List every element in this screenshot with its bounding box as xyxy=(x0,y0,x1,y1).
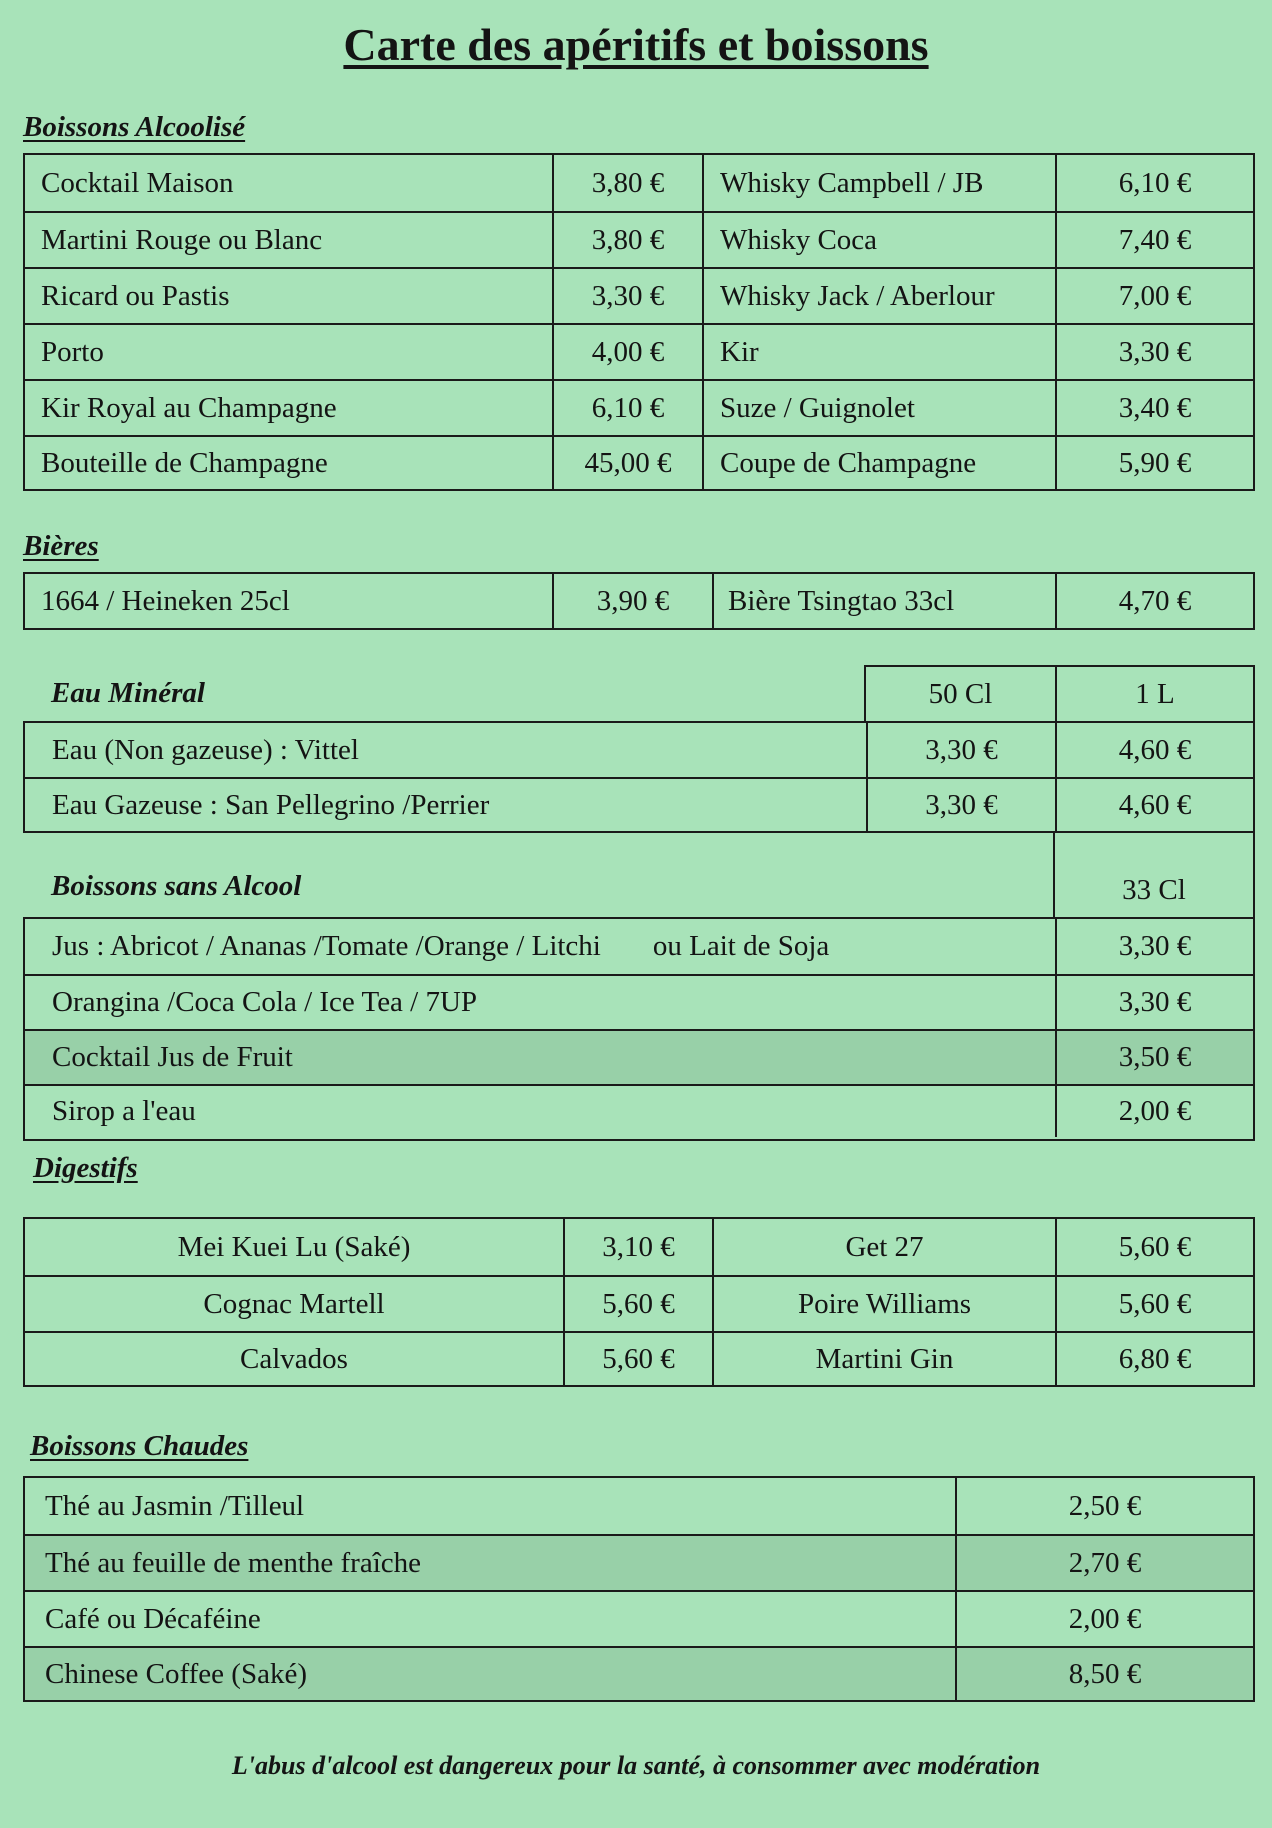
item-name: Mei Kuei Lu (Saké) xyxy=(177,1230,411,1263)
item-price: 3,90 € xyxy=(552,574,712,628)
item-price: 7,00 € xyxy=(1055,269,1253,323)
item-name: Cognac Martell xyxy=(203,1287,385,1320)
item-name: Bouteille de Champagne xyxy=(41,446,328,479)
item-name: Poire Williams xyxy=(712,1277,1055,1331)
item-name: Whisky Jack / Aberlour xyxy=(702,269,1055,323)
item-price: 4,00 € xyxy=(552,325,702,379)
item-name: Porto xyxy=(41,335,104,368)
item-price: 3,30 € xyxy=(866,779,1055,831)
item-name: Whisky Coca xyxy=(702,213,1055,267)
table-row xyxy=(25,1084,1253,1137)
table-alcool xyxy=(23,153,1255,491)
table-eau xyxy=(23,721,1255,833)
table-row xyxy=(25,1331,1253,1385)
item-name: Coupe de Champagne xyxy=(702,437,1055,489)
item-name: Bière Tsingtao 33cl xyxy=(712,574,1055,628)
item-name: Cocktail Maison xyxy=(41,166,234,199)
table-row xyxy=(25,155,1253,211)
item-name: Cocktail Jus de Fruit xyxy=(52,1041,293,1073)
table-chaudes xyxy=(23,1476,1255,1702)
item-name: Eau Gazeuse : San Pellegrino /Perrier xyxy=(52,788,490,821)
table-row xyxy=(25,1029,1253,1084)
jus-list: Jus : Abricot / Ananas /Tomate /Orange / Litchi xyxy=(52,930,601,962)
item-price: 3,40 € xyxy=(1055,381,1253,435)
item-name xyxy=(25,919,1055,974)
item-name: Sirop a l'eau xyxy=(52,1095,196,1127)
item-price: 4,60 € xyxy=(1055,779,1253,831)
item-price: 3,10 € xyxy=(563,1219,712,1275)
item-price: 45,00 € xyxy=(552,437,702,489)
item-price: 6,10 € xyxy=(1055,155,1253,211)
table-row xyxy=(25,1590,1253,1646)
item-name: Thé au Jasmin /Tilleul xyxy=(45,1489,305,1522)
page-title: Carte des apéritifs et boissons xyxy=(343,19,929,70)
item-name: Thé au feuille de menthe fraîche xyxy=(45,1546,421,1579)
table-row xyxy=(25,574,1253,628)
item-price: 5,60 € xyxy=(563,1333,712,1385)
section-heading-alcool: Boissons Alcoolisé xyxy=(23,111,246,143)
item-name: Suze / Guignolet xyxy=(702,381,1055,435)
item-name: Orangina /Coca Cola / Ice Tea / 7UP xyxy=(52,986,478,1018)
section-heading-chaudes: Boissons Chaudes xyxy=(30,1430,249,1462)
table-row xyxy=(25,723,1253,777)
item-name: Martini Gin xyxy=(712,1333,1055,1385)
section-heading-sans-alcool: Boissons sans Alcool xyxy=(51,870,302,902)
item-name: Ricard ou Pastis xyxy=(41,279,230,312)
item-name: Get 27 xyxy=(712,1219,1055,1275)
section-heading-digestifs: Digestifs xyxy=(33,1152,138,1184)
table-digestifs xyxy=(23,1217,1255,1387)
table-row xyxy=(25,974,1253,1029)
item-price: 6,80 € xyxy=(1055,1333,1253,1385)
table-row xyxy=(25,1478,1253,1534)
health-warning: L'abus d'alcool est dangereux pour la santé, à consommer avec modération xyxy=(231,1751,1041,1780)
item-name: Whisky Campbell / JB xyxy=(702,155,1055,211)
table-row xyxy=(25,1534,1253,1590)
item-price: 3,30 € xyxy=(552,269,702,323)
item-price: 8,50 € xyxy=(955,1648,1253,1700)
item-price: 3,30 € xyxy=(1055,919,1253,974)
section-heading-bieres: Bières xyxy=(23,530,99,562)
item-price: 3,80 € xyxy=(552,213,702,267)
table-sans-alcool xyxy=(23,917,1255,1141)
item-price: 4,70 € xyxy=(1055,574,1253,628)
table-row xyxy=(25,435,1253,489)
column-header-1l: 1 L xyxy=(1055,667,1253,721)
item-name: Chinese Coffee (Saké) xyxy=(45,1657,307,1690)
item-name: Calvados xyxy=(240,1342,348,1375)
table-row xyxy=(25,777,1253,831)
item-name: Kir Royal au Champagne xyxy=(41,391,337,424)
item-price: 4,60 € xyxy=(1055,723,1253,777)
item-price: 6,10 € xyxy=(552,381,702,435)
item-price: 3,80 € xyxy=(552,155,702,211)
item-price: 3,30 € xyxy=(1055,976,1253,1029)
item-price: 5,60 € xyxy=(1055,1219,1253,1275)
item-price: 5,60 € xyxy=(563,1277,712,1331)
sans-alcool-column-header xyxy=(1053,831,1255,917)
item-price: 5,60 € xyxy=(1055,1277,1253,1331)
item-price: 3,30 € xyxy=(1055,325,1253,379)
table-row xyxy=(25,323,1253,379)
item-price: 7,40 € xyxy=(1055,213,1253,267)
item-price: 5,90 € xyxy=(1055,437,1253,489)
item-name: Kir xyxy=(702,325,1055,379)
table-row xyxy=(25,1219,1253,1275)
table-row xyxy=(25,211,1253,267)
item-price: 2,00 € xyxy=(955,1592,1253,1646)
item-name: Eau (Non gazeuse) : Vittel xyxy=(52,733,359,766)
jus-alternative: ou Lait de Soja xyxy=(652,930,830,962)
table-row xyxy=(25,267,1253,323)
item-price: 3,50 € xyxy=(1055,1031,1253,1084)
table-row xyxy=(25,1275,1253,1331)
table-bieres xyxy=(23,572,1255,630)
table-row xyxy=(25,1646,1253,1700)
item-price: 2,00 € xyxy=(1055,1086,1253,1137)
item-price: 2,70 € xyxy=(955,1536,1253,1590)
item-name: Café ou Décaféine xyxy=(45,1602,261,1635)
item-name: Martini Rouge ou Blanc xyxy=(41,223,323,256)
section-heading-eau: Eau Minéral xyxy=(51,677,205,709)
item-price: 3,30 € xyxy=(866,723,1055,777)
column-header-50cl: 50 Cl xyxy=(928,677,993,710)
item-name: 1664 / Heineken 25cl xyxy=(41,584,290,617)
eau-column-headers xyxy=(864,665,1255,721)
table-row xyxy=(25,379,1253,435)
item-price: 2,50 € xyxy=(955,1478,1253,1534)
table-row xyxy=(25,919,1253,974)
column-header-33cl: 33 Cl xyxy=(1122,874,1186,906)
